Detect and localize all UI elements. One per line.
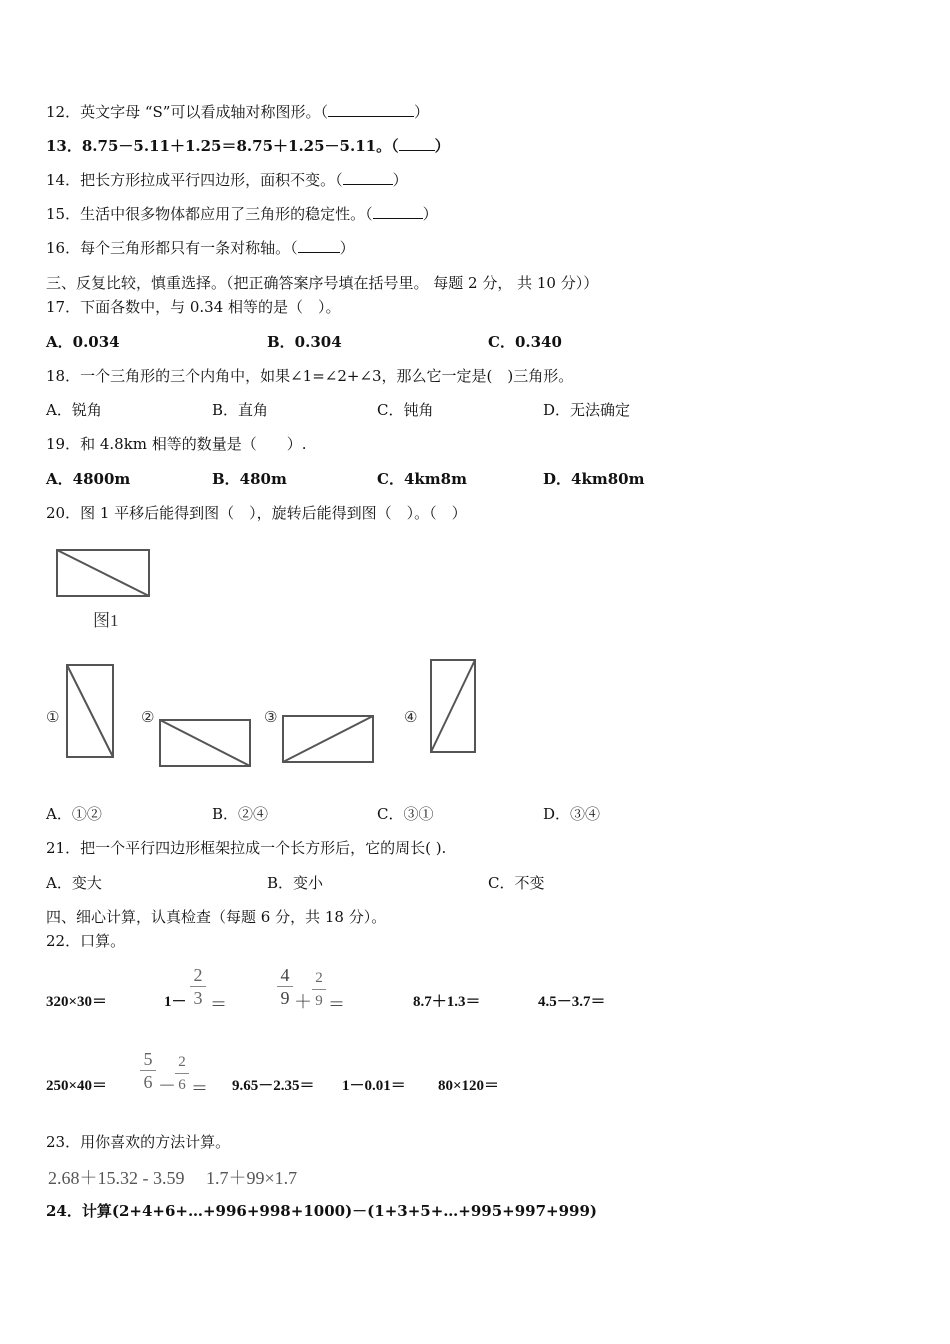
denominator: 6 [143, 1072, 153, 1092]
figure-label-4: ④ [404, 708, 418, 726]
question-13 [46, 136, 450, 156]
q18-option-c[interactable]: C．钝角 [377, 401, 434, 419]
question-number: 16． [46, 239, 81, 257]
q17-option-c[interactable]: C．0.340 [488, 333, 562, 351]
equals-sign: ＝ [191, 1079, 208, 1098]
q21-option-a[interactable]: A．变大 [46, 874, 102, 892]
numerator: 2 [315, 970, 323, 986]
numerator: 4 [280, 965, 290, 985]
figure-option-1 [64, 662, 116, 760]
q19-option-a[interactable]: A．4800m [46, 470, 131, 488]
question-text: 每个三角形都只有一条对称轴。（ [80, 239, 298, 257]
minus-sign: － [158, 1076, 176, 1097]
question-20: 20．图 1 平移后能得到图（ ），旋转后能得到图（ ）。（ ） [46, 504, 467, 522]
question-14 [46, 170, 408, 190]
q19-option-b[interactable]: B．480m [212, 470, 287, 488]
close-paren: ） [339, 239, 355, 257]
answer-blank[interactable] [373, 204, 423, 219]
calc-4.5-minus-3.7: 4.5－3.7＝ [538, 994, 606, 1010]
calc-1-minus-prefix: 1－ [164, 994, 187, 1010]
question-18: 18．一个三角形的三个内角中，如果∠1=∠2+∠3，那么它一定是( )三角形。 [46, 367, 574, 385]
question-number: 14． [46, 171, 81, 189]
q20-option-b[interactable]: B．②④ [212, 805, 269, 823]
close-paren: ） [422, 205, 438, 223]
q20-option-c[interactable]: C．③① [377, 805, 434, 823]
answer-blank[interactable] [328, 102, 414, 117]
fraction-4-9 [277, 965, 293, 1008]
q17-option-b[interactable]: B．0.304 [267, 333, 342, 351]
equals-sign: ＝ [210, 995, 227, 1014]
expression-2: 1.7＋99×1.7 [206, 1168, 298, 1188]
fraction-bar [312, 989, 326, 990]
fraction-bar [277, 986, 293, 987]
section-3-heading: 三、反复比较，慎重选择。（把正确答案序号填在括号里。 每题 2 分， 共 10 分）） [46, 274, 599, 292]
numerator: 2 [178, 1054, 186, 1070]
question-text: 英文字母 “S”可以看成轴对称图形。（ [80, 103, 328, 121]
q19-option-c[interactable]: C．4km8m [377, 470, 467, 488]
denominator: 9 [280, 988, 290, 1008]
calc-320x30: 320×30＝ [46, 994, 108, 1010]
answer-blank[interactable] [298, 238, 340, 253]
question-22: 22．口算。 [46, 932, 126, 950]
question-24: 24．计算(2+4+6+…+996+998+1000)－(1+3+5+…+995+997+999) [46, 1202, 598, 1220]
fraction-5-6 [140, 1049, 156, 1092]
question-23: 23．用你喜欢的方法计算。 [46, 1133, 231, 1151]
question-12 [46, 102, 429, 122]
fraction-bar [190, 986, 206, 987]
calc-8.7-plus-1.3: 8.7＋1.3＝ [413, 994, 481, 1010]
q20-option-d[interactable]: D．③④ [543, 805, 601, 823]
plus-sign: ＋ [294, 992, 312, 1013]
q21-option-b[interactable]: B．变小 [267, 874, 324, 892]
figure-1-rectangle [54, 547, 152, 599]
q18-option-b[interactable]: B．直角 [212, 401, 269, 419]
calc-250x40: 250×40＝ [46, 1078, 108, 1094]
question-17: 17．下面各数中，与 0.34 相等的是（ ）。 [46, 298, 341, 316]
answer-blank[interactable] [343, 170, 393, 185]
q18-option-a[interactable]: A．锐角 [46, 401, 102, 419]
q17-option-a[interactable]: A．0.034 [46, 333, 120, 351]
section-4-heading: 四、细心计算，认真检查（每题 6 分，共 18 分）。 [46, 908, 387, 926]
figure-option-2 [157, 717, 253, 769]
close-paren: ） [392, 171, 408, 189]
question-21: 21．把一个平行四边形框架拉成一个长方形后，它的周长( ). [46, 839, 447, 857]
calc-1-minus-0.01: 1－0.01＝ [342, 1078, 406, 1094]
q21-option-c[interactable]: C．不变 [488, 874, 545, 892]
figure-label-3: ③ [264, 708, 278, 726]
fraction-2-6 [175, 1052, 189, 1095]
question-number: 15． [46, 205, 81, 223]
numerator: 2 [193, 965, 203, 985]
denominator: 3 [193, 988, 203, 1008]
q19-option-d[interactable]: D．4km80m [543, 470, 645, 488]
q20-option-a[interactable]: A．①② [46, 805, 102, 823]
close-paren: ） [434, 137, 450, 155]
question-15 [46, 204, 438, 224]
calc-80x120: 80×120＝ [438, 1078, 500, 1094]
equals-sign: ＝ [328, 995, 345, 1014]
question-19: 19．和 4.8km 相等的数量是（ ）. [46, 435, 307, 453]
calc-9.65-minus-2.35: 9.65－2.35＝ [232, 1078, 315, 1094]
figure-option-4 [428, 657, 478, 755]
question-16 [46, 238, 355, 258]
figure-1-caption: 图1 [93, 611, 119, 630]
question-text: 生活中很多物体都应用了三角形的稳定性。（ [80, 205, 373, 223]
numerator: 5 [143, 1049, 153, 1069]
fraction-2-9 [312, 968, 326, 1011]
fraction-bar [140, 1070, 156, 1071]
question-text: 把长方形拉成平行四边形，面积不变。（ [80, 171, 343, 189]
figure-option-3 [280, 713, 376, 765]
figure-label-1: ① [46, 708, 60, 726]
denominator: 6 [178, 1077, 186, 1093]
denominator: 9 [315, 993, 323, 1009]
question-text: 8.75－5.11＋1.25＝8.75＋1.25－5.11。（ [81, 137, 399, 155]
expression-1: 2.68＋15.32 - 3.59 [48, 1168, 185, 1188]
question-number: 13． [46, 137, 82, 155]
answer-blank[interactable] [399, 136, 435, 151]
fraction-bar [175, 1073, 189, 1074]
q18-option-d[interactable]: D．无法确定 [543, 401, 631, 419]
fraction-2-3 [190, 965, 206, 1008]
figure-label-2: ② [141, 708, 155, 726]
question-number: 12． [46, 103, 81, 121]
close-paren: ） [413, 103, 429, 121]
